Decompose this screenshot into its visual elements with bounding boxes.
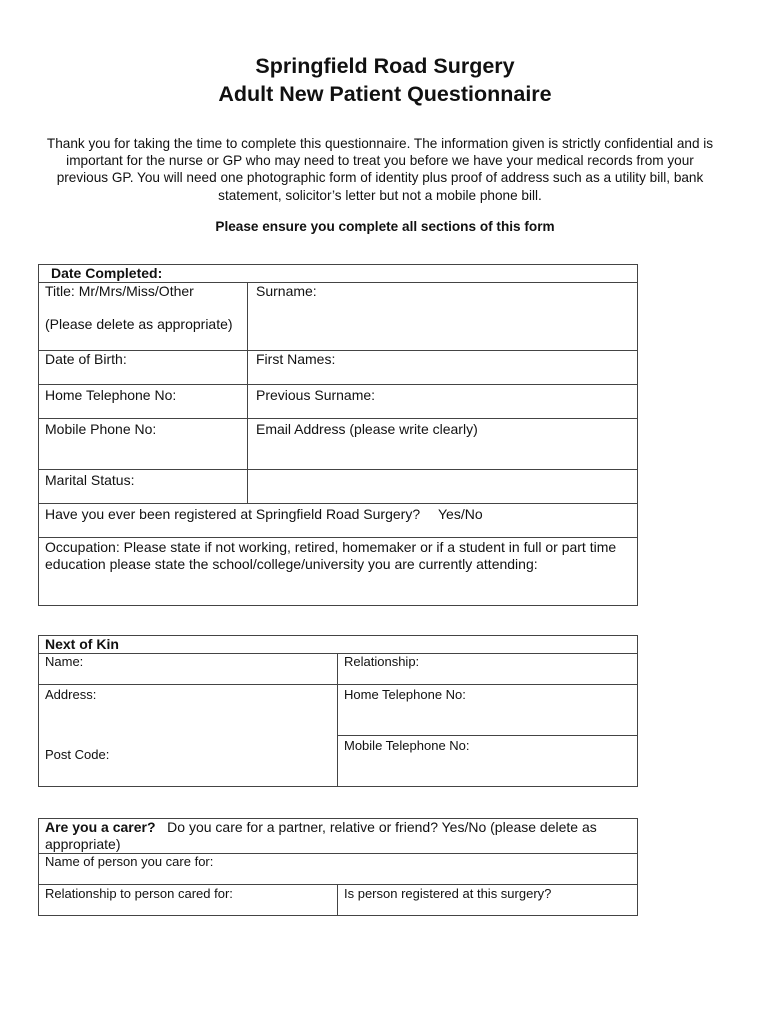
kin-relationship-field[interactable]: Relationship:	[338, 654, 638, 685]
home-phone-field[interactable]: Home Telephone No:	[39, 385, 248, 419]
carer-question: Do you care for a partner, relative or friend? Yes/No (please delete as appropriate)	[45, 819, 597, 852]
email-field[interactable]: Email Address (please write clearly)	[248, 419, 638, 470]
occupation-field[interactable]: Occupation: Please state if not working, retired, homemaker or if a student in full or part time education please state the school/college/university you are currently attending:	[39, 538, 638, 606]
carer-table	[38, 818, 638, 916]
kin-address-field[interactable]	[39, 685, 338, 787]
kin-post-code-label: Post Code:	[45, 747, 110, 762]
first-names-field[interactable]: First Names:	[248, 351, 638, 385]
next-of-kin-table	[38, 635, 638, 787]
kin-mobile-phone-field[interactable]: Mobile Telephone No:	[338, 736, 638, 787]
kin-home-phone-field[interactable]: Home Telephone No:	[338, 685, 638, 736]
mobile-phone-field[interactable]: Mobile Phone No:	[39, 419, 248, 470]
previous-surname-field[interactable]: Previous Surname:	[248, 385, 638, 419]
kin-name-field[interactable]: Name:	[39, 654, 338, 685]
surname-field[interactable]: Surname:	[248, 283, 638, 351]
instruction-text: Please ensure you complete all sections of this form	[215, 219, 555, 234]
form-name: Adult New Patient Questionnaire	[218, 82, 552, 106]
registered-before-field[interactable]	[39, 504, 638, 538]
carer-heading: Are you a carer?	[45, 819, 156, 835]
registered-before-options: Yes/No	[438, 506, 483, 522]
carer-question-field[interactable]	[39, 819, 638, 854]
title-label: Title: Mr/Mrs/Miss/Other	[45, 283, 194, 299]
intro-paragraph: Thank you for taking the time to complete this questionnaire. The information given is strictly confidential and is important for the nurse or GP who may need to treat you before we have your medical records from your previous GP. You will need one photographic form of identity plus proof of address such as a utility bill, bank statement, solicitor’s letter but not a mobile phone bill.	[46, 136, 714, 203]
practice-name: Springfield Road Surgery	[255, 54, 515, 78]
cared-person-name-field[interactable]: Name of person you care for:	[39, 854, 638, 885]
dob-field[interactable]: Date of Birth:	[39, 351, 248, 385]
date-completed-field[interactable]: Date Completed:	[39, 265, 638, 283]
title-field[interactable]	[39, 283, 248, 351]
page-title	[0, 52, 770, 108]
title-note: (Please delete as appropriate)	[45, 316, 233, 332]
kin-address-label: Address:	[45, 687, 97, 702]
cared-registered-field[interactable]: Is person registered at this surgery?	[338, 885, 638, 916]
marital-status-blank[interactable]	[248, 470, 638, 504]
cared-relationship-field[interactable]: Relationship to person cared for:	[39, 885, 338, 916]
registered-before-question: Have you ever been registered at Springfield Road Surgery?	[45, 506, 421, 522]
patient-details-table	[38, 264, 638, 606]
next-of-kin-heading: Next of Kin	[39, 636, 638, 654]
marital-status-field[interactable]: Marital Status:	[39, 470, 248, 504]
